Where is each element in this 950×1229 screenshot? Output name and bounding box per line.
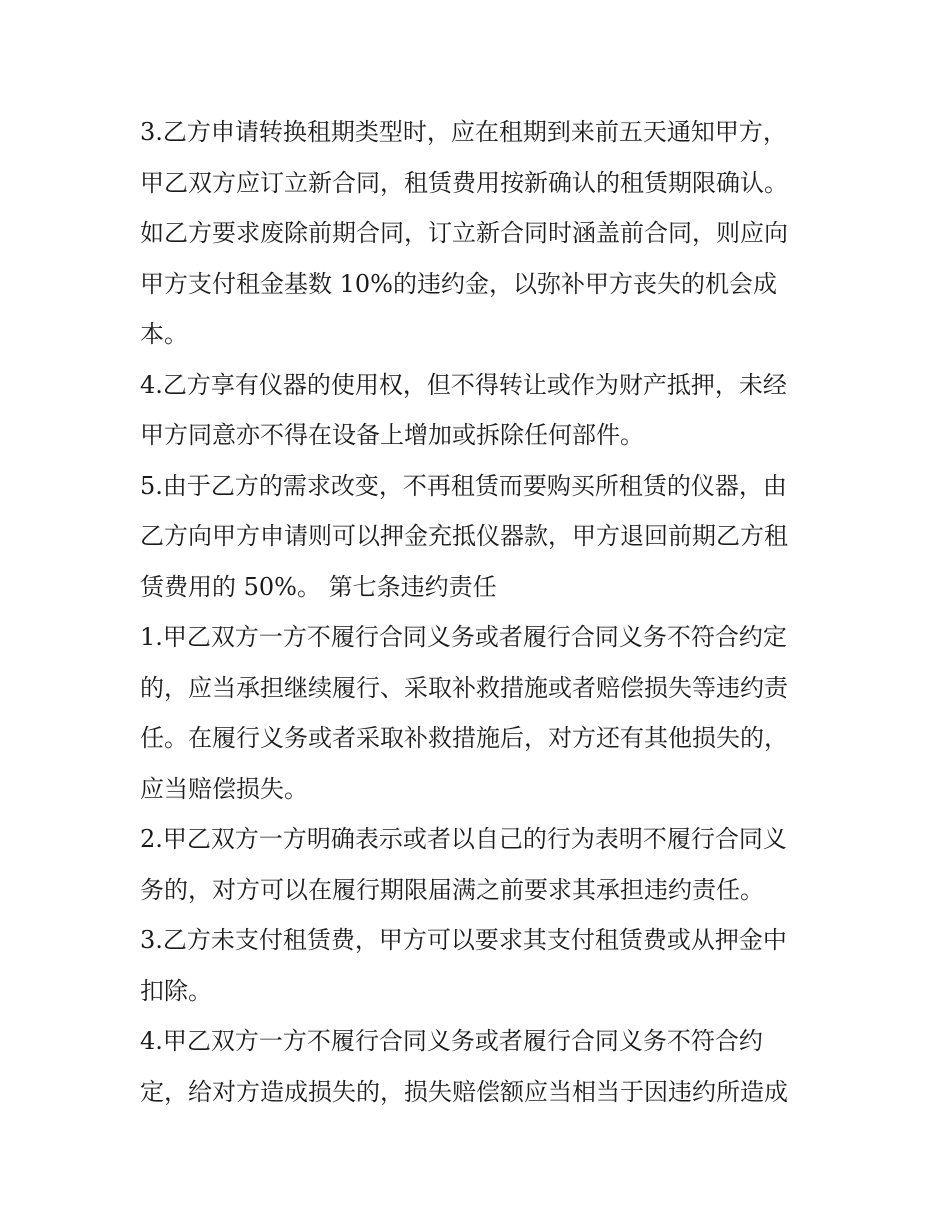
text-line: 甲方支付租金基数 10%的违约金，以弥补甲方丧失的机会成 bbox=[140, 269, 777, 298]
text-line: 扣除。 bbox=[140, 976, 212, 1005]
text-line: 如乙方要求废除前期合同，订立新合同时涵盖前合同，则应向 bbox=[140, 219, 788, 247]
text-line: 乙方向甲方申请则可以押金充抵仪器款，甲方退回前期乙方租 bbox=[140, 522, 788, 550]
text-line: 3.乙方未支付租赁费，甲方可以要求其支付租赁费或从押金中 bbox=[140, 926, 787, 954]
text-line: 4.乙方享有仪器的使用权，但不得转让或作为财产抵押，未经 bbox=[140, 370, 787, 399]
text-line: 定，给对方造成损失的，损失赔偿额应当相当于因违约所造成 bbox=[140, 1077, 788, 1106]
text-line: 本。 bbox=[140, 320, 188, 348]
text-line: 5.由于乙方的需求改变，不再租赁而要购买所租赁的仪器，由 bbox=[140, 471, 787, 500]
text-line: 3.乙方申请转换租期类型时，应在租期到来前五天通知甲方， bbox=[140, 118, 787, 146]
text-line: 2.甲乙双方一方明确表示或者以自己的行为表明不履行合同义 bbox=[140, 825, 787, 853]
text-line: 务的，对方可以在履行期限届满之前要求其承担违约责任。 bbox=[140, 875, 764, 904]
text-line: 赁费用的 50%。 第七条违约责任 bbox=[140, 572, 497, 601]
text-line: 应当赔偿损失。 bbox=[140, 774, 308, 803]
document-body bbox=[140, 107, 820, 1117]
text-line: 甲方同意亦不得在设备上增加或拆除任何部件。 bbox=[140, 421, 644, 449]
text-line: 的，应当承担继续履行、采取补救措施或者赔偿损失等违约责 bbox=[140, 673, 788, 702]
text-line: 任。在履行义务或者采取补救措施后，对方还有其他损失的， bbox=[140, 724, 788, 752]
text-line: 1.甲乙双方一方不履行合同义务或者履行合同义务不符合约定 bbox=[140, 623, 787, 651]
text-line: 甲乙双方应订立新合同，租赁费用按新确认的租赁期限确认。 bbox=[140, 168, 788, 197]
text-line: 4.甲乙双方一方不履行合同义务或者履行合同义务不符合约 bbox=[140, 1027, 763, 1055]
